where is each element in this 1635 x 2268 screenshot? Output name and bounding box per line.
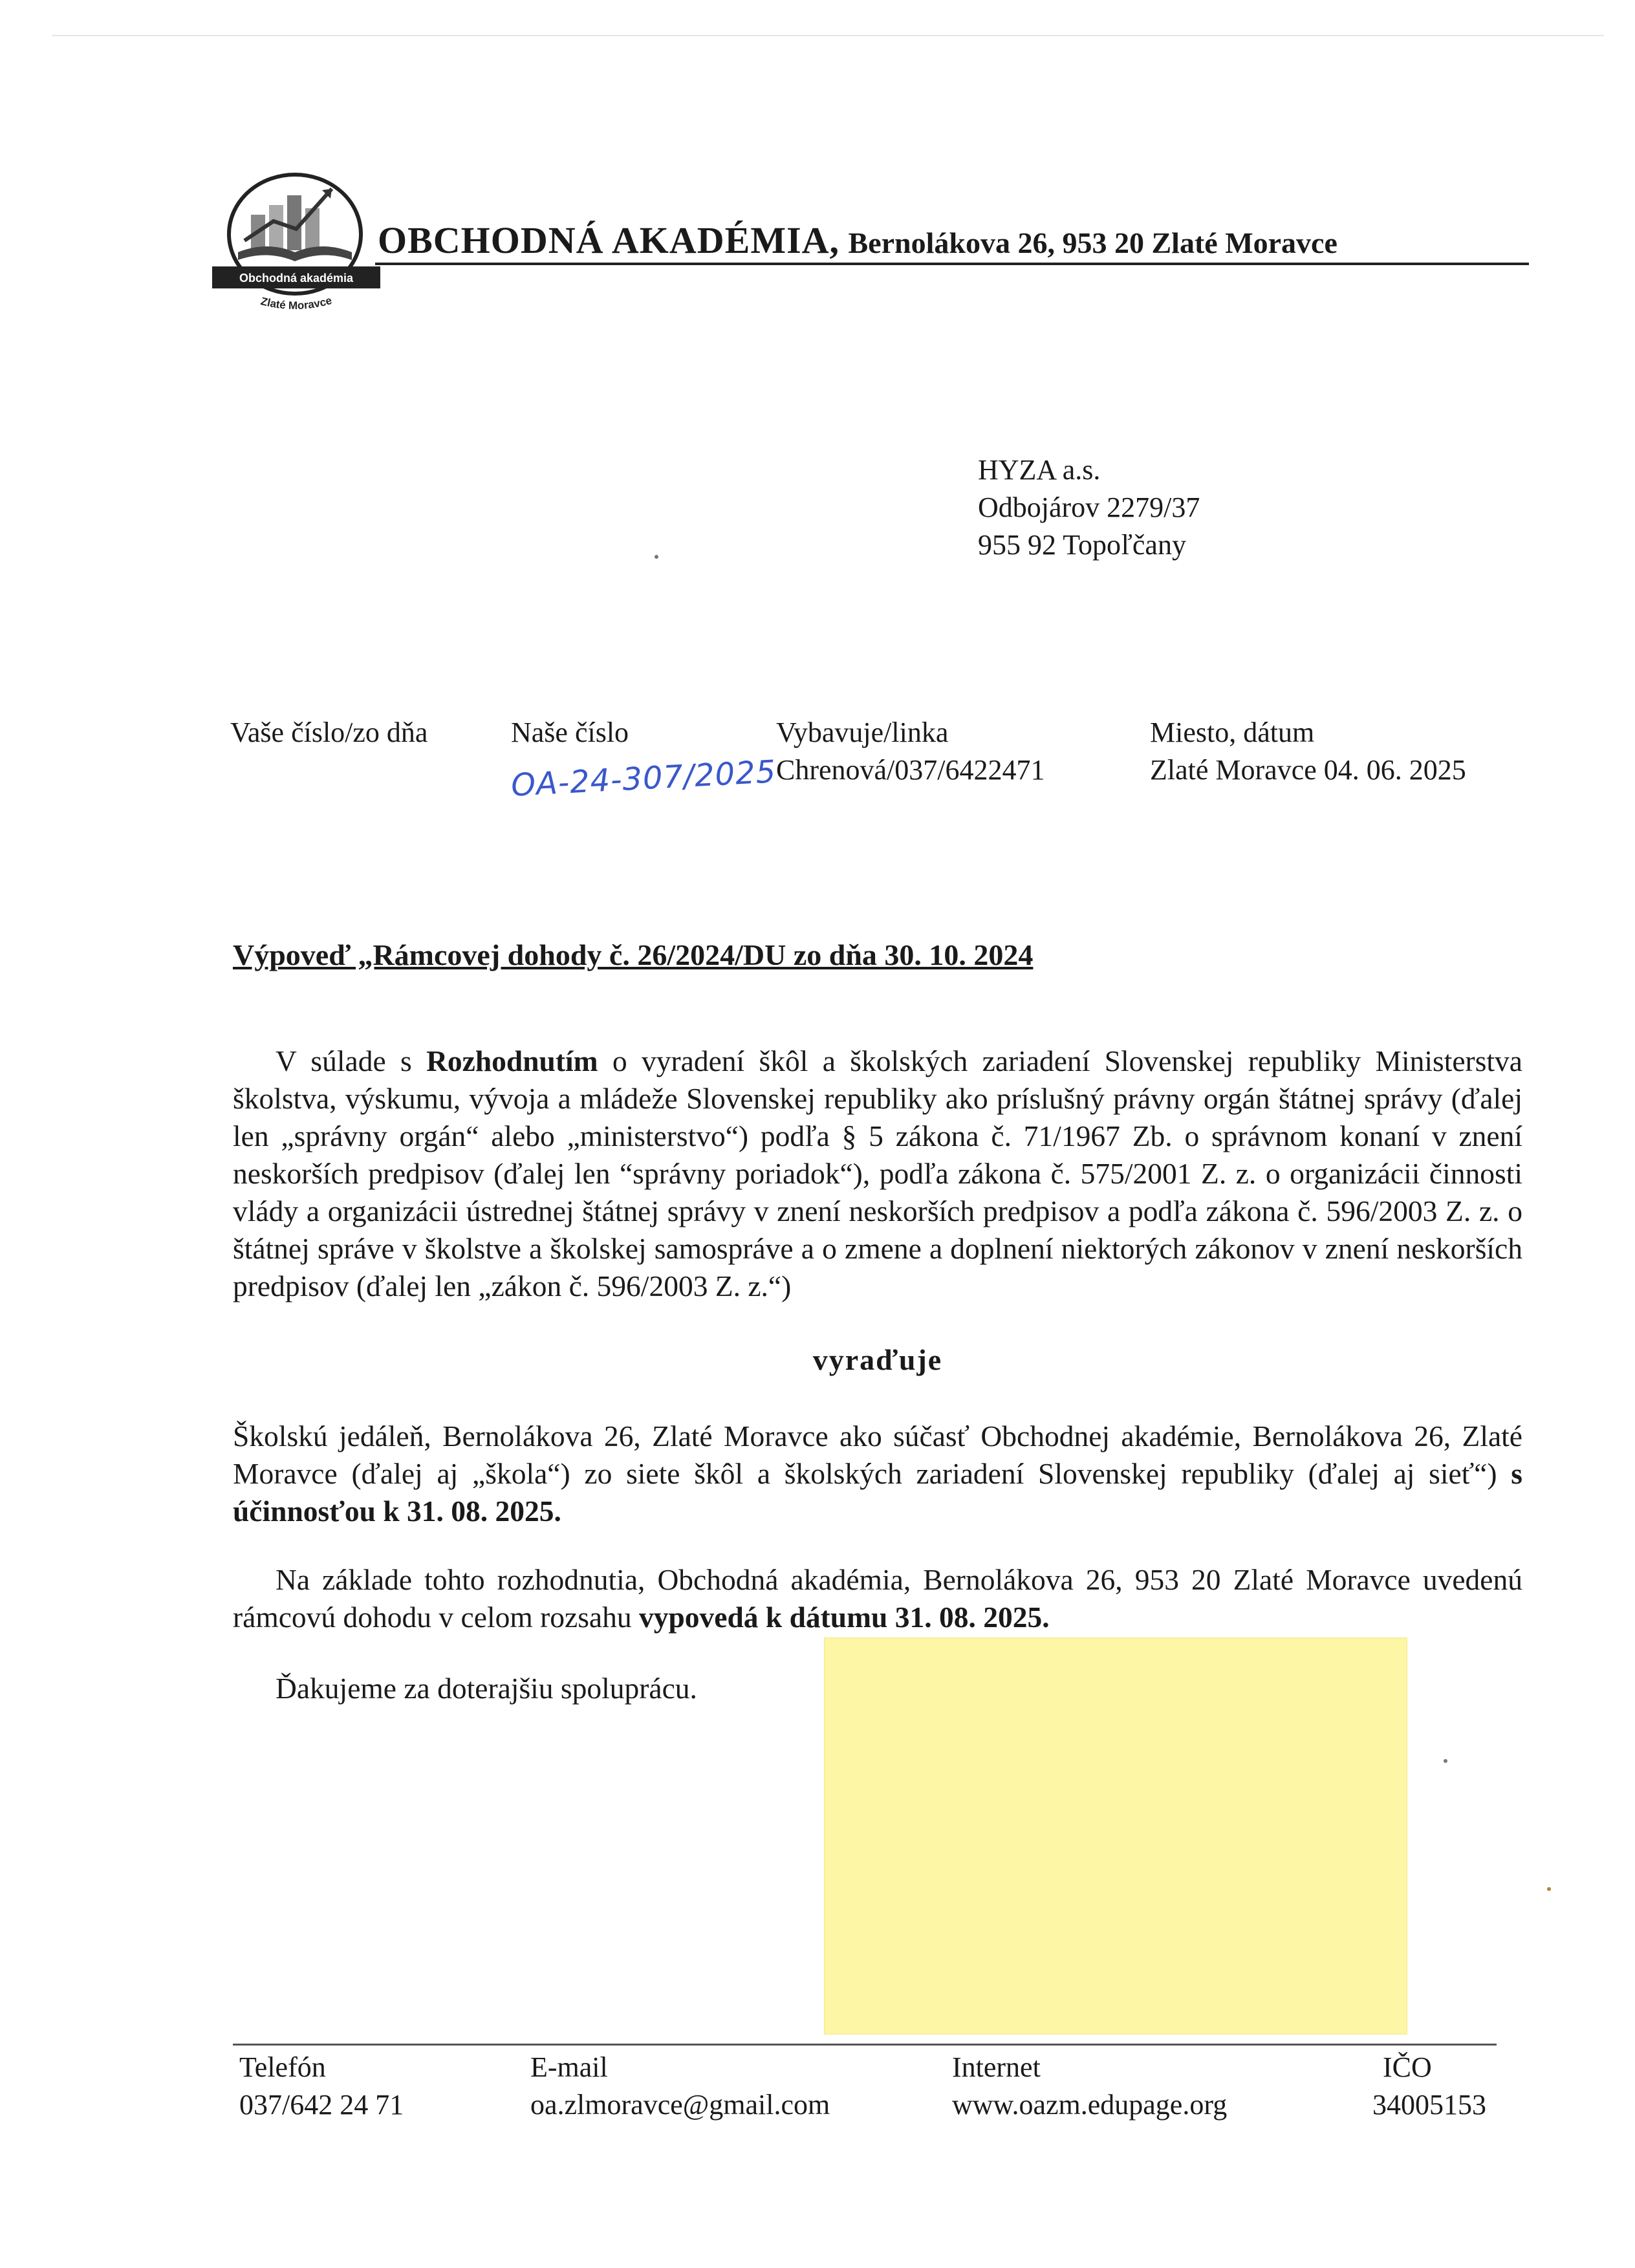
thanks-line: Ďakujeme za doterajšiu spoluprácu. — [276, 1672, 697, 1705]
place-date-column — [1150, 714, 1466, 789]
school-logo — [212, 169, 380, 318]
footer-ico — [1372, 2049, 1486, 2124]
your-ref-column — [230, 714, 428, 751]
phone-value: 037/642 24 71 — [239, 2089, 404, 2121]
paragraph3-bold: vypovedá k dátumu 31. 08. 2025. — [638, 1601, 1050, 1634]
ico-label: IČO — [1383, 2051, 1432, 2083]
scan-top-edge — [52, 35, 1604, 36]
letterhead-rule — [375, 263, 1529, 265]
place-date-value: Zlaté Moravce 04. 06. 2025 — [1150, 754, 1466, 786]
web-label: Internet — [952, 2051, 1041, 2083]
handled-by-value: Chrenová/037/6422471 — [776, 754, 1045, 786]
place-date-label: Miesto, dátum — [1150, 717, 1315, 748]
footer-web — [952, 2049, 1227, 2124]
paragraph2-text: Školskú jedáleň, Bernolákova 26, Zlaté Moravce ako súčasť Obchodnej akadémie, Bernolákova 26, Zlaté Moravce (ďalej aj „škola“) zo siete škôl a školských zariadení Slovenskej republiky (ďalej aj sieť“) — [233, 1420, 1522, 1490]
phone-label: Telefón — [239, 2051, 326, 2083]
scan-speck — [655, 555, 658, 559]
our-ref-label: Naše číslo — [511, 717, 629, 748]
footer-rule — [233, 2044, 1497, 2046]
paragraph2-bold: s účinnosťou k 31. 08. 2025. — [233, 1457, 1522, 1528]
web-value[interactable]: www.oazm.edupage.org — [952, 2089, 1228, 2121]
email-label: E-mail — [530, 2051, 608, 2083]
paragraph-lead: V súlade s — [276, 1044, 412, 1077]
paragraph-decision — [233, 1418, 1522, 1530]
letter-subject: Výpoveď „Rámcovej dohody č. 26/2024/DU zo dňa 30. 10. 2024 — [233, 938, 1034, 971]
sticky-note-redaction — [825, 1638, 1407, 2034]
footer-email — [530, 2049, 830, 2124]
org-name: OBCHODNÁ AKADÉMIA, — [378, 219, 840, 261]
scan-speck — [1547, 1887, 1551, 1891]
paragraph-rest: o vyradení škôl a školských zariadení Slovenskej republiky Ministerstva školstva, výskumu, vývoja a mládeže Slovenskej republiky ako príslušný právny orgán štátnej správy (ďalej len „správny orgán“ alebo „ministerstvo“) podľa § 5 zákona č. 71/1967 Zb. o správnom konaní v znení neskorších predpisov (ďalej len “správny poriadok“), podľa zákona č. 575/2001 Z. z. o organizácii činnosti vlády a organizácii ústrednej štátnej správy v znení neskorších predpisov a podľa zákona č. 596/2003 Z. z. o štátnej správe v školstve a školskej samospráve a o zmene a doplnení niektorých zákonov v znení neskorších predpisov (ďalej len „zákon č. 596/2003 Z. z.“) — [233, 1044, 1522, 1302]
handled-by-label: Vybavuje/linka — [776, 717, 949, 748]
recipient-address — [978, 451, 1200, 564]
handled-by-column — [776, 714, 1045, 789]
recipient-city: 955 92 Topoľčany — [978, 529, 1186, 561]
footer-phone — [239, 2049, 404, 2124]
decision-word: vyraďuje — [812, 1343, 943, 1376]
our-ref-column — [511, 714, 629, 751]
paragraph3-text: Na základe tohto rozhodnutia, Obchodná akadémia, Bernolákova 26, 953 20 Zlaté Moravce uvedenú rámcovú dohodu v celom rozsahu — [233, 1563, 1522, 1634]
logo-city-text: Zlaté Moravce — [259, 294, 334, 312]
email-value[interactable]: oa.zlmoravce@gmail.com — [530, 2089, 830, 2121]
logo-banner-text: Obchodná akadémia — [239, 272, 354, 285]
paragraph-termination — [233, 1561, 1522, 1636]
ico-value: 34005153 — [1372, 2089, 1486, 2121]
org-address: Bernolákova 26, 953 20 Zlaté Moravce — [848, 226, 1337, 259]
letterhead-title — [378, 219, 1337, 262]
your-ref-label: Vaše číslo/zo dňa — [230, 717, 428, 748]
paragraph-bold-word: Rozhodnutím — [426, 1044, 598, 1077]
our-ref-handwritten: OA-24-307/2025 — [510, 753, 777, 804]
scan-speck — [1444, 1759, 1447, 1763]
recipient-name: HYZA a.s. — [978, 454, 1101, 486]
paragraph-legal-basis — [233, 1042, 1522, 1305]
recipient-street: Odbojárov 2279/37 — [978, 491, 1200, 523]
